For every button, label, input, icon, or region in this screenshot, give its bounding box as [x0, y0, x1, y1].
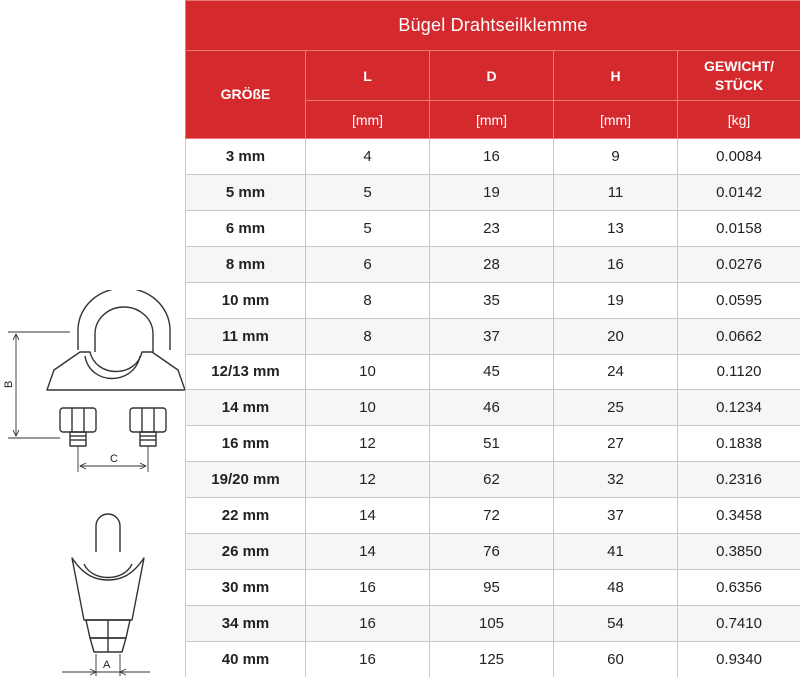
cell-weight: 0.0276 [678, 246, 800, 282]
cell-d: 125 [430, 641, 554, 677]
cell-weight: 0.2316 [678, 462, 800, 498]
unit-h: [mm] [554, 101, 678, 139]
cell-h: 9 [554, 139, 678, 175]
cell-l: 12 [306, 426, 430, 462]
cell-weight: 0.0142 [678, 174, 800, 210]
cell-h: 32 [554, 462, 678, 498]
cell-h: 24 [554, 354, 678, 390]
cell-l: 10 [306, 390, 430, 426]
table-row [186, 390, 800, 426]
cell-size: 6 mm [186, 210, 306, 246]
cell-h: 16 [554, 246, 678, 282]
wire-rope-clip-drawing [0, 290, 185, 677]
cell-size: 8 mm [186, 246, 306, 282]
dimensions-table [185, 0, 800, 677]
cell-l: 5 [306, 174, 430, 210]
cell-size: 19/20 mm [186, 462, 306, 498]
table-row [186, 282, 800, 318]
cell-l: 16 [306, 641, 430, 677]
cell-l: 8 [306, 282, 430, 318]
table-row [186, 570, 800, 606]
cell-d: 35 [430, 282, 554, 318]
cell-h: 60 [554, 641, 678, 677]
cell-h: 27 [554, 426, 678, 462]
cell-d: 28 [430, 246, 554, 282]
table-row [186, 174, 800, 210]
cell-h: 11 [554, 174, 678, 210]
cell-d: 72 [430, 498, 554, 534]
cell-h: 13 [554, 210, 678, 246]
cell-weight: 0.3850 [678, 534, 800, 570]
side-view [72, 514, 144, 652]
header-weight [678, 51, 800, 101]
cell-d: 16 [430, 139, 554, 175]
header-weight-line1: GEWICHT/ [704, 58, 775, 75]
cell-h: 25 [554, 390, 678, 426]
cell-size: 16 mm [186, 426, 306, 462]
cell-h: 19 [554, 282, 678, 318]
header-size: GRÖßE [186, 51, 306, 139]
cell-h: 37 [554, 498, 678, 534]
cell-weight: 0.0084 [678, 139, 800, 175]
header-weight-line2: STÜCK [714, 76, 764, 93]
dimension-label-a: A [103, 659, 111, 671]
cell-size: 22 mm [186, 498, 306, 534]
cell-d: 19 [430, 174, 554, 210]
cell-weight: 0.1234 [678, 390, 800, 426]
cell-weight: 0.3458 [678, 498, 800, 534]
cell-h: 48 [554, 570, 678, 606]
table-row [186, 318, 800, 354]
unit-d: [mm] [430, 101, 554, 139]
table-row [186, 246, 800, 282]
unit-weight: [kg] [678, 101, 800, 139]
cell-weight: 0.0158 [678, 210, 800, 246]
cell-d: 95 [430, 570, 554, 606]
table-title-row [186, 1, 800, 51]
cell-l: 6 [306, 246, 430, 282]
header-l: L [306, 51, 430, 101]
dimension-label-b: B [3, 380, 15, 388]
cell-l: 4 [306, 139, 430, 175]
cell-h: 20 [554, 318, 678, 354]
table-row [186, 354, 800, 390]
cell-weight: 0.0662 [678, 318, 800, 354]
unit-l: [mm] [306, 101, 430, 139]
cell-l: 16 [306, 605, 430, 641]
cell-d: 23 [430, 210, 554, 246]
cell-weight: 0.9340 [678, 641, 800, 677]
cell-d: 76 [430, 534, 554, 570]
table-row [186, 641, 800, 677]
cell-weight: 0.0595 [678, 282, 800, 318]
cell-d: 37 [430, 318, 554, 354]
cell-size: 14 mm [186, 390, 306, 426]
cell-d: 45 [430, 354, 554, 390]
cell-size: 26 mm [186, 534, 306, 570]
cell-d: 105 [430, 605, 554, 641]
dimension-label-c: C [110, 453, 118, 465]
table-title: Bügel Drahtseilklemme [186, 1, 800, 51]
header-h: H [554, 51, 678, 101]
cell-size: 12/13 mm [186, 354, 306, 390]
table-row [186, 498, 800, 534]
cell-weight: 0.1120 [678, 354, 800, 390]
cell-size: 10 mm [186, 282, 306, 318]
cell-h: 41 [554, 534, 678, 570]
table-row [186, 534, 800, 570]
table-row [186, 139, 800, 175]
cell-size: 30 mm [186, 570, 306, 606]
table-header-row [186, 51, 800, 101]
cell-weight: 0.1838 [678, 426, 800, 462]
cell-d: 62 [430, 462, 554, 498]
cell-size: 40 mm [186, 641, 306, 677]
cell-l: 14 [306, 498, 430, 534]
cell-weight: 0.7410 [678, 605, 800, 641]
cell-l: 8 [306, 318, 430, 354]
cell-d: 51 [430, 426, 554, 462]
cell-size: 3 mm [186, 139, 306, 175]
cell-size: 34 mm [186, 605, 306, 641]
cell-l: 5 [306, 210, 430, 246]
cell-h: 54 [554, 605, 678, 641]
cell-l: 10 [306, 354, 430, 390]
table-row [186, 210, 800, 246]
cell-size: 11 mm [186, 318, 306, 354]
header-d: D [430, 51, 554, 101]
cell-l: 16 [306, 570, 430, 606]
cell-size: 5 mm [186, 174, 306, 210]
cell-l: 14 [306, 534, 430, 570]
cell-weight: 0.6356 [678, 570, 800, 606]
cell-l: 12 [306, 462, 430, 498]
table-row [186, 462, 800, 498]
table-row [186, 426, 800, 462]
front-view [47, 290, 185, 446]
table-row [186, 605, 800, 641]
cell-d: 46 [430, 390, 554, 426]
